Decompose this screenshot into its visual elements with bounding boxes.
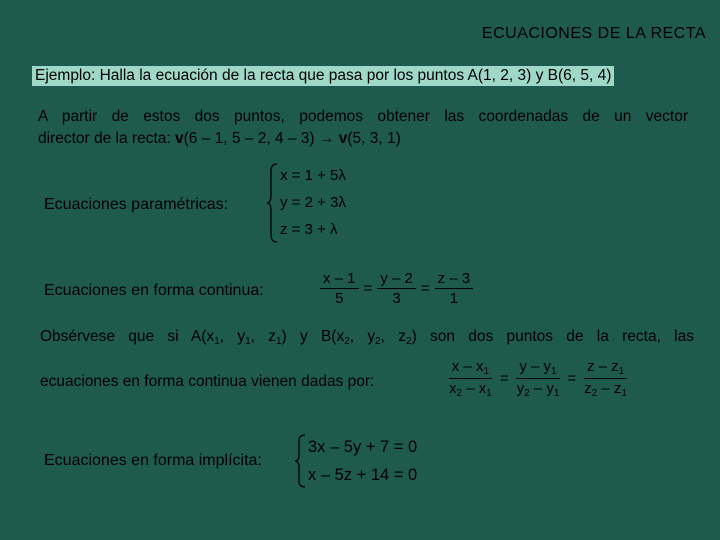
implicit-label: Ecuaciones en forma implícita: — [44, 452, 262, 469]
parametric-system — [266, 163, 346, 243]
fraction-y: $\frac{y - 2}{3}$ — [377, 270, 416, 307]
observation-line-1: Obsérvese que si $A(x_1$, $y_1$, $z_1$) y $B(x_2$, $y_2$, $z_2$) son dos puntos de la recta, las — [40, 328, 694, 347]
general-fraction-z: $\frac{z - z_1}{z_2 - z_1}$ — [584, 358, 627, 399]
continuous-equation — [320, 270, 473, 307]
fraction-x: $\frac{x - 1}{5}$ — [320, 270, 359, 307]
parametric-eq-y: y = 2 + 3λ — [280, 194, 346, 211]
parametric-eq-x: x = 1 + 5λ — [280, 167, 346, 184]
example-statement: Ejemplo: Halla la ecuación de la recta que pasa por los puntos A(1, 2, 3) y B(6, 5, 4) — [32, 66, 614, 86]
observation-line-2: ecuaciones en forma continua vienen dadas por: — [40, 373, 375, 390]
implicit-eq-2: x – 5z + 14 = 0 — [308, 466, 418, 484]
implicit-eq-1: 3x – 5y + 7 = 0 — [308, 438, 418, 456]
vector-symbol-result: v — [338, 130, 348, 147]
intro-paragraph — [38, 106, 688, 150]
continuous-label: Ecuaciones en forma continua: — [44, 282, 264, 299]
parametric-label: Ecuaciones paramétricas: — [44, 196, 229, 213]
intro-line-1: A partir de estos dos puntos, podemos obtener las coordenadas de un vector — [38, 108, 688, 125]
equals-sign: = — [499, 370, 509, 387]
intro-line-2-prefix: director de la recta: — [38, 130, 175, 147]
page-title: ECUACIONES DE LA RECTA — [481, 25, 706, 42]
vector-calculation: (6 – 1, 5 – 2, 4 – 3) — [183, 130, 319, 147]
left-brace-icon — [294, 434, 306, 488]
equals-sign: = — [420, 280, 430, 297]
general-fraction-x: $\frac{x - x_1}{x_2 - x_1}$ — [449, 358, 492, 399]
fraction-z: $\frac{z - 3}{1}$ — [435, 270, 474, 307]
parametric-eq-z: z = 3 + λ — [280, 221, 338, 238]
vector-symbol: v — [174, 130, 184, 147]
vector-result: (5, 3, 1) — [347, 130, 401, 147]
left-brace-icon — [266, 163, 278, 243]
implicit-system — [294, 434, 417, 488]
equals-sign: = — [567, 370, 577, 387]
general-fraction-y: $\frac{y - y_1}{y_2 - y_1}$ — [516, 358, 560, 399]
equals-sign: = — [363, 280, 373, 297]
arrow-icon: → — [318, 130, 335, 147]
general-continuous-equation — [446, 358, 630, 399]
